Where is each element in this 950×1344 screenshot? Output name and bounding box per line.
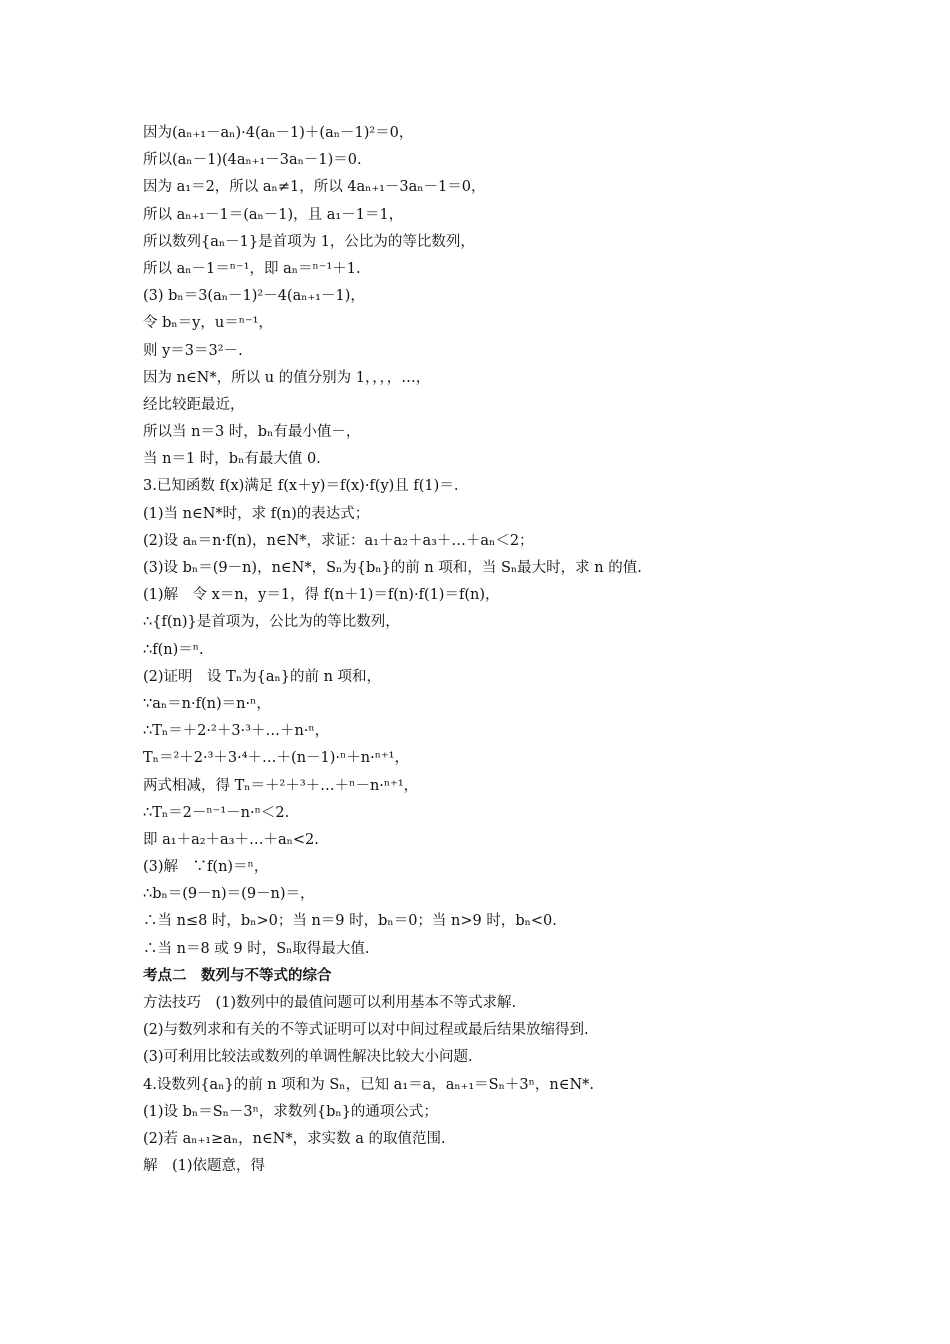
text-line: (2)设 aₙ＝n·f(n)，n∈N*，求证：a₁＋a₂＋a₃＋…＋aₙ＜2； [143,532,534,549]
text-line: 所以(aₙ－1)(4aₙ₊₁－3aₙ－1)＝0. [143,152,362,169]
text-line: ∴当 n≤8 时，bₙ>0；当 n＝9 时，bₙ＝0；当 n>9 时，bₙ<0. [143,913,557,930]
text-line: ∴Tₙ＝2－ⁿ⁻¹－n·ⁿ＜2. [143,804,290,821]
text-line: (3)设 bₙ＝(9－n)，n∈N*，Sₙ为{bₙ}的前 n 项和，当 Sₙ最大时，求 n 的值. [143,560,642,576]
document-body [143,120,843,1180]
text-line: 经比较距最近， [143,396,245,413]
text-line: 则 y＝3＝3²－. [143,342,243,359]
problem-statement: 4.设数列{aₙ}的前 n 项和为 Sₙ，已知 a₁＝a，aₙ₊₁＝Sₙ＋3ⁿ，n∈N*. [143,1076,594,1093]
text-line: 当 n＝1 时，bₙ有最大值 0. [143,451,321,468]
text-line: ∴当 n＝8 或 9 时，Sₙ取得最大值. [143,940,370,957]
text-line: 因为 a₁＝2，所以 aₙ≠1，所以 4aₙ₊₁－3aₙ－1＝0， [143,179,486,196]
problem-statement: 3.已知函数 f(x)满足 f(x＋y)＝f(x)·f(y)且 f(1)＝. [143,478,459,495]
text-line: (1)设 bₙ＝Sₙ－3ⁿ，求数列{bₙ}的通项公式； [143,1103,438,1120]
text-line: ∴bₙ＝(9－n)＝(9－n)＝， [143,886,315,903]
text-line: (2)证明 设 Tₙ为{aₙ}的前 n 项和， [143,668,382,685]
text-line: 解 (1)依题意，得 [143,1158,266,1175]
text-line: 所以 aₙ－1＝ⁿ⁻¹，即 aₙ＝ⁿ⁻¹＋1. [143,260,361,277]
section-heading: 考点二 数列与不等式的综合 [143,967,332,984]
text-line: ∵aₙ＝n·f(n)＝n·ⁿ， [143,695,271,712]
text-line: (1)解 令 x＝n，y＝1，得 f(n＋1)＝f(n)·f(1)＝f(n)， [143,587,500,604]
text-line: (3)可利用比较法或数列的单调性解决比较大小问题. [143,1049,473,1066]
text-line: 所以数列{aₙ－1}是首项为 1，公比为的等比数列， [143,233,475,250]
text-line: ∴Tₙ＝＋2·²＋3·³＋…＋n·ⁿ， [143,723,330,740]
text-line: 两式相减，得 Tₙ＝＋²＋³＋…＋ⁿ－n·ⁿ⁺¹， [143,777,419,794]
text-line: (2)与数列求和有关的不等式证明可以对中间过程或最后结果放缩得到. [143,1022,589,1039]
text-line: 因为(aₙ₊₁－aₙ)·4(aₙ－1)＋(aₙ－1)²＝0， [143,125,414,141]
text-line: 所以 aₙ₊₁－1＝(aₙ－1)，且 a₁－1＝1， [143,206,404,223]
text-line: (2)若 aₙ₊₁≥aₙ，n∈N*，求实数 a 的取值范围. [143,1130,446,1147]
text-line: 方法技巧 (1)数列中的最值问题可以利用基本不等式求解. [143,995,517,1011]
text-line: (1)当 n∈N*时，求 f(n)的表达式； [143,505,370,522]
text-line: 因为 n∈N*，所以 u 的值分别为 1，，，，…， [143,369,431,386]
text-line: 所以当 n＝3 时，bₙ有最小值－， [143,424,361,441]
text-line: (3)解 ∵f(n)＝ⁿ， [143,859,269,876]
text-line: Tₙ＝²＋2·³＋3·⁴＋…＋(n－1)·ⁿ＋n·ⁿ⁺¹， [143,750,409,767]
text-line: ∴f(n)＝ⁿ. [143,641,204,658]
text-line: ∴{f(n)}是首项为，公比为的等比数列， [143,614,400,631]
text-line: 即 a₁＋a₂＋a₃＋…＋aₙ<2. [143,831,319,848]
text-line: (3) bₙ＝3(aₙ－1)²－4(aₙ₊₁－1)， [143,288,365,305]
text-line: 令 bₙ＝y，u＝ⁿ⁻¹， [143,315,273,332]
